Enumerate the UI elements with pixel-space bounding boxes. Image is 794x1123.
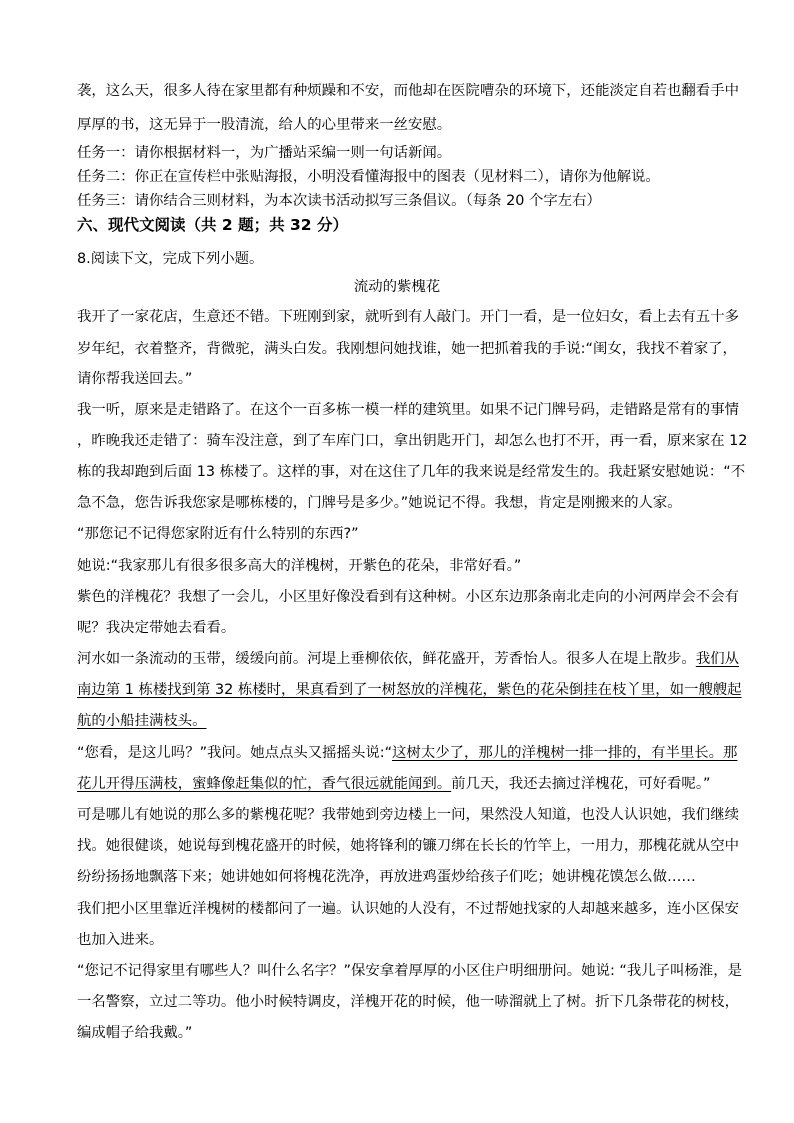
material-text-line: 厚厚的书，这无异于一股清流，给人的心里带来一丝安慰。	[77, 117, 452, 133]
underlined-sentence: 航的小船挂满枝头。	[77, 713, 207, 729]
article-title: 流动的紫槐花	[353, 279, 441, 295]
article-line	[77, 774, 722, 794]
task-one: 任务一：请你根据材料一，为广播站采编一则一句话新闻。	[77, 145, 452, 161]
article-line	[77, 649, 739, 669]
article-line: 纷纷扬扬地飘落下来；她讲她如何将槐花洗净，再放进鸡蛋炒给孩子们吃；她讲槐花馍怎么做……	[77, 869, 696, 885]
article-line: 请你帮我送回去。”	[77, 371, 193, 387]
article-line: 一名警察，立过二等功。他小时候特调皮，洋槐开花的时候，他一哧溜就上了树。折下几条带花的树枝，	[77, 994, 739, 1010]
article-line: 急不急，您告诉我您家是哪栋楼的，门牌号是多少。”她说记不得。我想，肯定是刚搬来的人家。	[77, 495, 682, 511]
underlined-sentence: 这树太少了，那儿的洋槐树一排一排的，有半里长。那	[392, 745, 738, 761]
article-line: 紫色的洋槐花？我想了一会儿，小区里好像没看到有这种树。小区东边那条南北走向的小河两岸会不会有	[77, 589, 739, 605]
article-line: 她说:“我家那儿有很多很多高大的洋槐树，开紫色的花朵，非常好看。”	[77, 558, 522, 574]
article-line: 编成帽子给我戴。”	[77, 1025, 193, 1041]
article-line: ，昨晚我还走错了：骑车没注意，到了车库门口，拿出钥匙开门，却怎么也打不开，再一看，原来家在 12	[77, 433, 748, 449]
article-line: 我们把小区里靠近洋槐树的楼都问了一遍。认识她的人没有，不过帮她找家的人却越来越多，连小区保安	[77, 901, 739, 917]
article-text: 前几天，我还去摘过洋槐花，可好看呢。”	[451, 776, 711, 792]
material-text-line: 袭，这么天，很多人待在家里都有种烦躁和不安，而他却在医院嘈杂的环境下，还能淡定自若也翻看手中	[77, 83, 739, 99]
article-line	[77, 743, 738, 763]
article-line: 我开了一家花店，生意还不错。下班刚到家，就听到有人敲门。开门一看，是一位妇女，看上去有五十多	[77, 309, 739, 325]
section-heading: 六、现代文阅读（共 2 题；共 32 分）	[77, 216, 348, 234]
article-line: 我一听，原来是走错路了。在这个一百多栋一模一样的建筑里。如果不记门牌号码，走错路是常有的事情	[77, 402, 739, 418]
article-line: 也加入进来。	[77, 932, 164, 948]
article-text: “您看，是这儿吗？”我问。她点点头又摇摇头说:“	[77, 745, 393, 761]
article-line: 岁年纪，衣着整齐，背微驼，满头白发。我刚想问她找谁，她一把抓着我的手说:“闺女，我找不着家了，	[77, 341, 737, 357]
article-line: “那您记不记得您家附近有什么特别的东西?”	[77, 526, 359, 542]
underlined-sentence: 南边第 1 栋楼找到第 32 栋楼时，果真看到了一树怒放的洋槐花，紫色的花朵倒挂在枝丫里，如一艘艘起	[77, 682, 742, 698]
article-text: 河水如一条流动的玉带，缓缓向前。河堤上垂柳依依，鲜花盛开，芳香怡人。很多人在堤上散步。	[77, 651, 696, 667]
article-line: 找。她很健谈，她说每到槐花盛开的时候，她将锋利的镰刀绑在长长的竹竿上，一用力，那槐花就从空中	[77, 838, 739, 854]
underlined-sentence: 花儿开得压满枝，蜜蜂像赶集似的忙，香气很远就能闻到。	[77, 776, 452, 792]
question-intro: 8.阅读下文，完成下列小题。	[77, 251, 264, 267]
task-three: 任务三：请你结合三则材料，为本次读书活动拟写三条倡议。（每条 20 个字左右）	[77, 193, 601, 209]
article-line: 栋的我却跑到后面 13 栋楼了。这样的事，对在这住了几年的我来说是经常发生的。我赶紧安慰她说：“不	[77, 464, 746, 480]
task-two: 任务二：你正在宣传栏中张贴海报，小明没看懂海报中的图表（见材料二），请你为他解说。	[77, 169, 660, 185]
underlined-sentence: 我们从	[695, 651, 739, 667]
article-line: “您记不记得家里有哪些人？叫什么名字？”保安拿着厚厚的小区住户明细册问。她说: “我儿子叫杨淮，是	[77, 963, 742, 979]
article-line: 可是哪儿有她说的那么多的紫槐花呢？我带她到旁边楼上一问，果然没人知道，也没人认识她，我们继续	[77, 807, 739, 823]
article-line: 呢？我决定带她去看看。	[77, 620, 236, 636]
